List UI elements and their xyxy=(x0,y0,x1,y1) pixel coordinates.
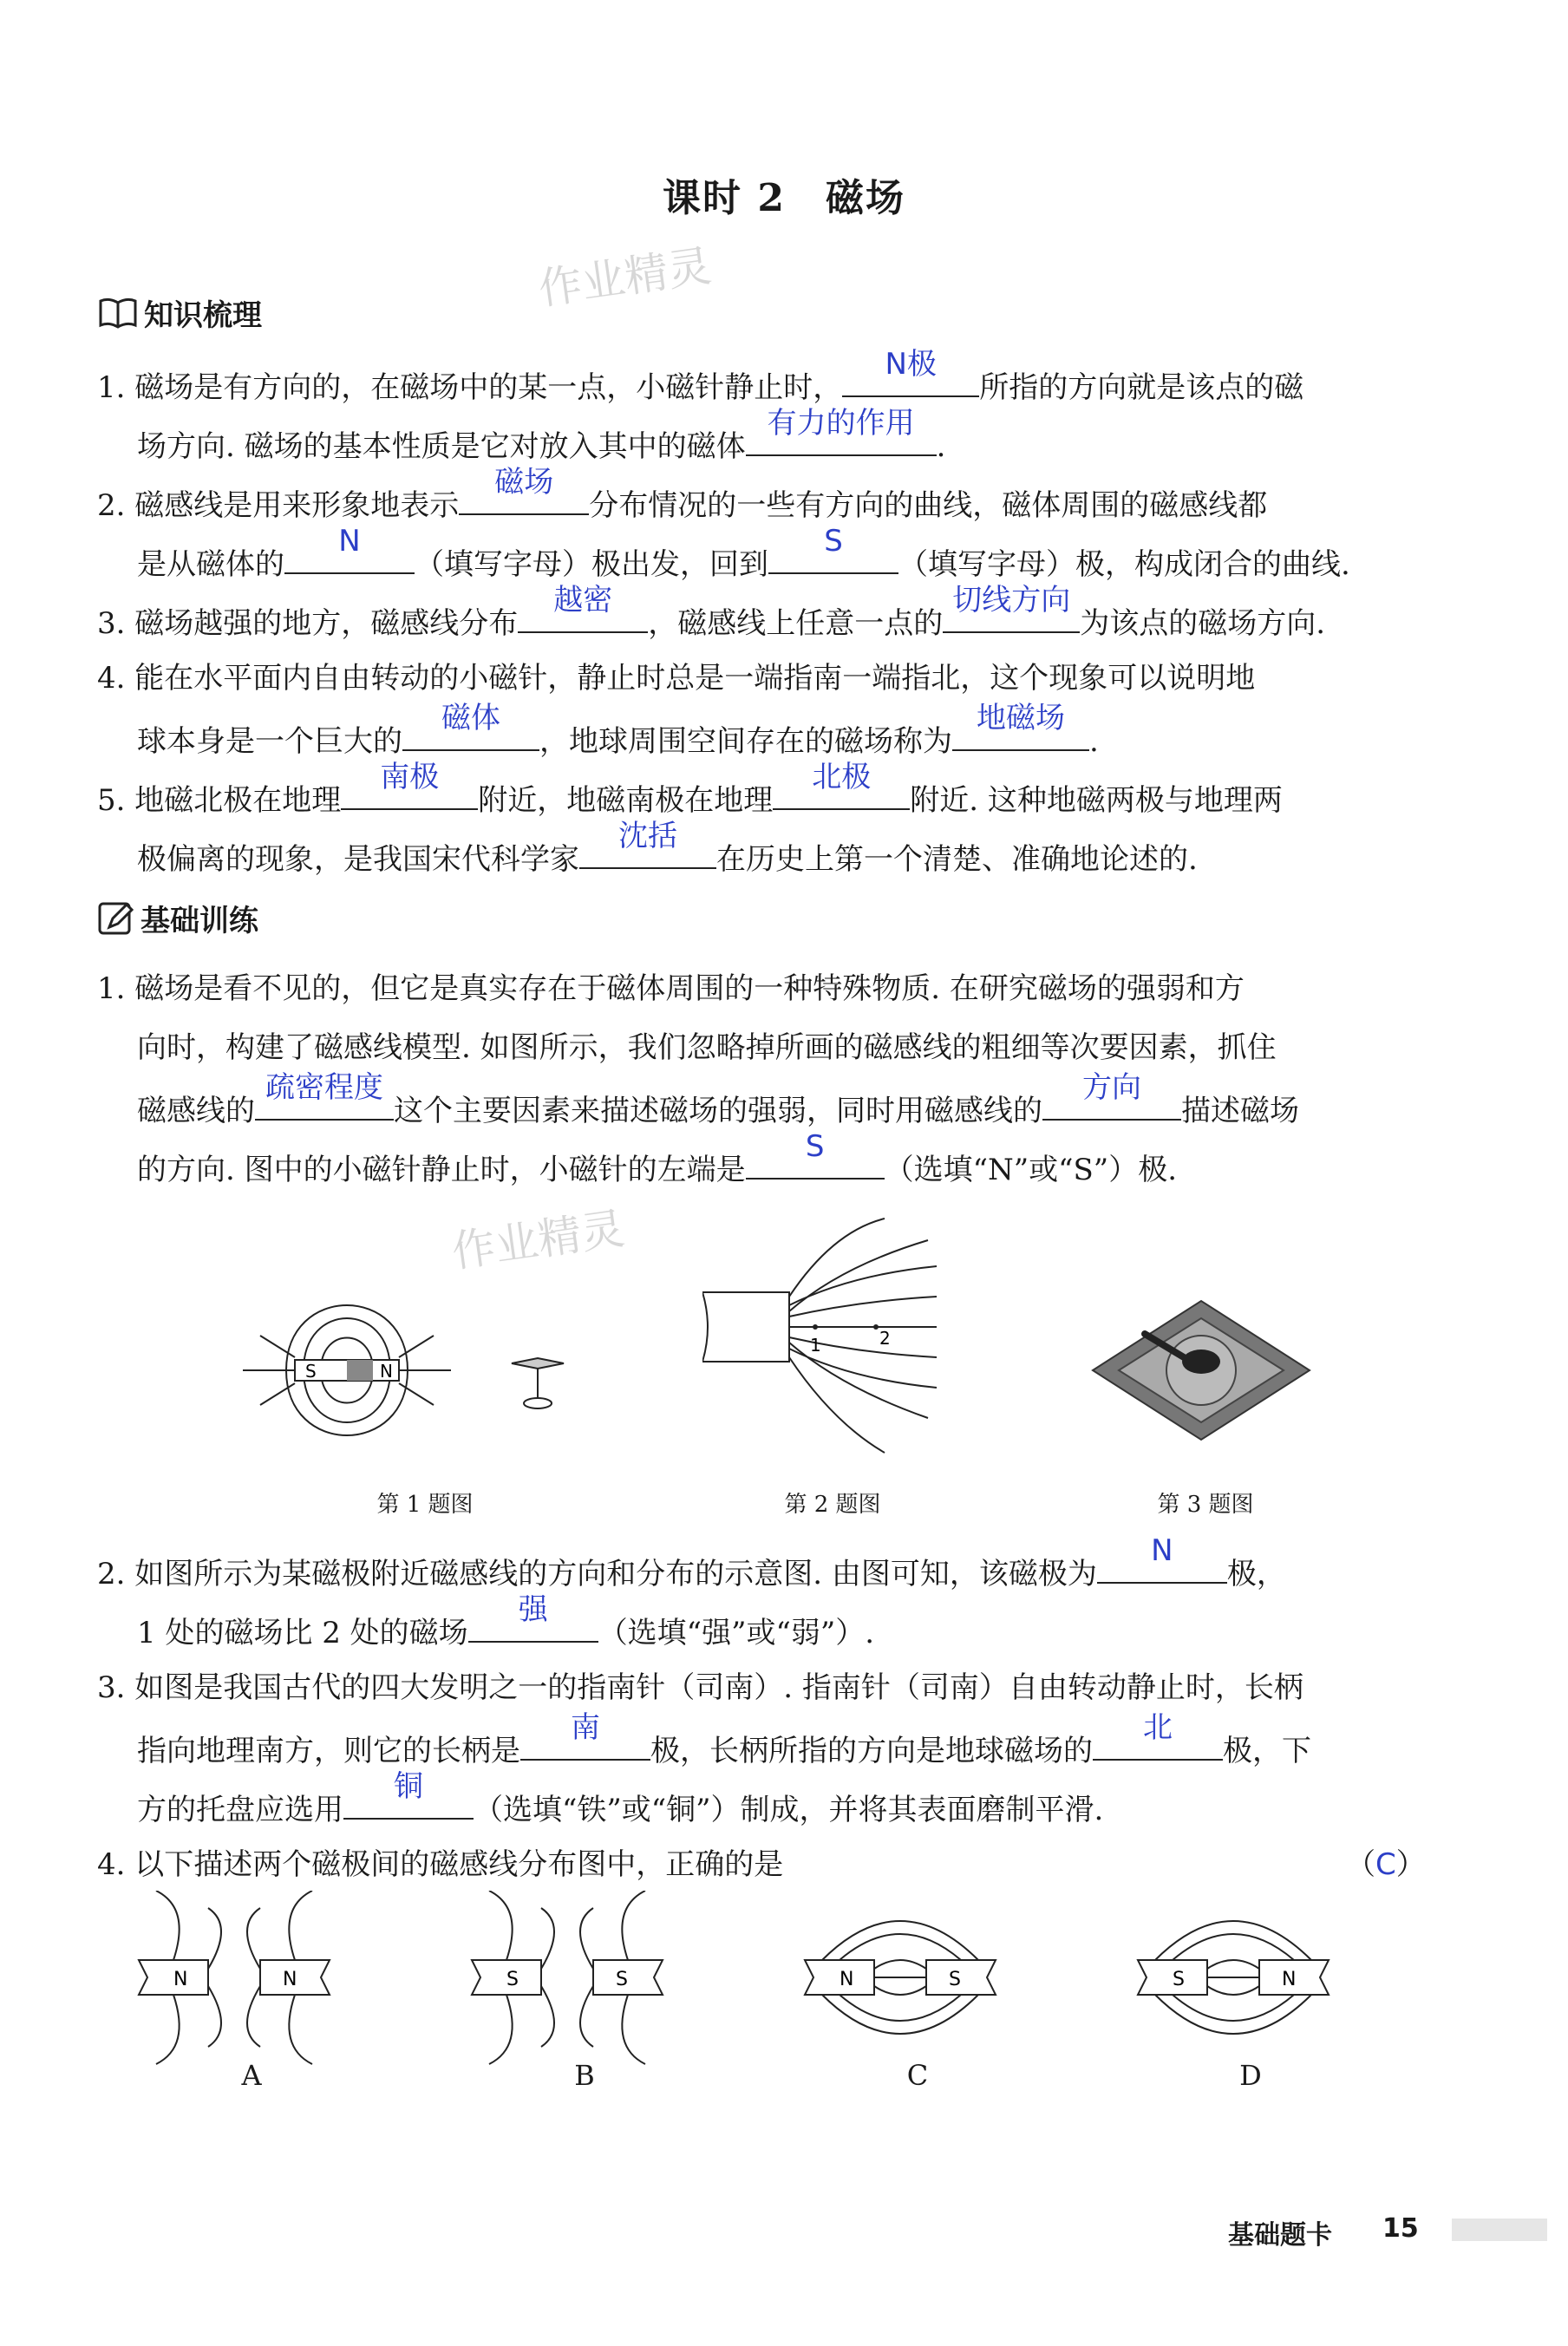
figure-1-bar-magnet xyxy=(234,1284,581,1457)
knowledge-q4-line1: 4. 能在水平面内自由转动的小磁针，静止时总是一端指南一端指北，这个现象可以说明地 xyxy=(97,661,1256,696)
figure-2-caption: 第 2 题图 xyxy=(784,1492,881,1518)
field-line xyxy=(580,1908,593,1969)
footer-label: 基础题卡 xyxy=(1228,2220,1332,2251)
option-d-diagram xyxy=(1138,1921,1329,2034)
watermark: 作业精灵 xyxy=(535,240,715,315)
answer-blank: 越密 xyxy=(518,590,648,633)
magnet-pole-label: S xyxy=(616,1969,628,1990)
option-b-diagram xyxy=(472,1891,663,2064)
section-training xyxy=(97,897,258,939)
page-title: 课时 2 磁场 xyxy=(663,176,905,220)
answer-blank: 沈括 xyxy=(579,826,716,869)
magnet-pole-label: N xyxy=(283,1969,297,1990)
knowledge-q1-line1: 1. 磁场是有方向的，在磁场中的某一点，小磁针静止时， N极 所指的方向就是该点的磁 xyxy=(97,347,1304,405)
field-line xyxy=(622,1995,645,2064)
field-line xyxy=(489,1891,513,1960)
answer-blank: S xyxy=(746,1136,885,1180)
magnet-pole-label: S xyxy=(949,1969,961,1990)
footer-decoration xyxy=(1452,2219,1547,2241)
magnet-pole-label: N xyxy=(173,1969,188,1990)
option-b-label: B xyxy=(574,2059,595,2092)
training-q2-line1: 2. 如图所示为某磁极附近磁感线的方向和分布的示意图. 由图可知，该磁极为 N 极， xyxy=(97,1533,1286,1591)
field-line xyxy=(156,1891,180,1960)
fig1-n-label: N xyxy=(380,1361,393,1382)
field-line xyxy=(622,1891,645,1960)
answer-blank: N xyxy=(1097,1540,1227,1584)
answer-blank: 有力的作用 xyxy=(746,413,937,456)
field-line xyxy=(489,1995,513,2064)
knowledge-q5-line1: 5. 地磁北极在地理 南极 附近，地磁南极在地理 北极 附近. 这种地磁两极与地理两 xyxy=(97,760,1283,818)
option-c-diagram xyxy=(805,1921,996,2034)
answer-blank: 南极 xyxy=(341,767,478,810)
field-line xyxy=(208,1986,221,2047)
knowledge-q3: 3. 磁场越强的地方，磁感线分布 越密 ，磁感线上任意一点的 切线方向 为该点的磁场方向. xyxy=(97,583,1326,641)
answer-blank: 铜 xyxy=(343,1776,474,1820)
answer-blank: 强 xyxy=(468,1599,598,1643)
training-q3-line1: 3. 如图是我国古代的四大发明之一的指南针（司南）. 指南针（司南）自由转动静止时，长柄 xyxy=(97,1670,1303,1705)
figure-3-caption: 第 3 题图 xyxy=(1157,1492,1254,1518)
field-line xyxy=(874,1986,926,1995)
field-line xyxy=(541,1986,554,2047)
section-training-title: 基础训练 xyxy=(140,904,258,938)
field-line xyxy=(840,1934,961,1960)
figure-2-magnetic-pole xyxy=(702,1214,963,1457)
field-line xyxy=(208,1908,221,1969)
training-q3-line2: 指向地理南方，则它的长柄是 南 极，长柄所指的方向是地球磁场的 北 极，下 xyxy=(137,1710,1311,1768)
field-line xyxy=(156,1995,180,2064)
answer-blank: N xyxy=(284,531,415,574)
field-line xyxy=(247,1986,260,2047)
magnet-pole-label: N xyxy=(1282,1969,1297,1990)
field-line xyxy=(840,1995,961,2021)
training-q1-line3: 磁感线的 疏密程度 这个主要因素来描述磁场的强弱，同时用磁感线的 方向 描述磁场 xyxy=(137,1070,1299,1128)
training-q4: 4. 以下描述两个磁极间的磁感线分布图中，正确的是 xyxy=(97,1847,784,1882)
section-knowledge-title: 知识梳理 xyxy=(144,298,262,333)
knowledge-q2-line1: 2. 磁感线是用来形象地表示 磁场 分布情况的一些有方向的曲线，磁体周围的磁感线都 xyxy=(97,465,1268,523)
answer-blank: 磁体 xyxy=(402,708,539,751)
answer-blank: 北 xyxy=(1093,1717,1223,1761)
training-q4-answer: （C） xyxy=(1346,1847,1426,1882)
answer-blank: 方向 xyxy=(1042,1077,1181,1121)
option-c-label: C xyxy=(906,2059,929,2092)
watermark: 作业精灵 xyxy=(448,1203,628,1278)
field-line xyxy=(1173,1934,1294,1960)
knowledge-q5-line2: 极偏离的现象，是我国宋代科学家 沈括 在历史上第一个清楚、准确地论述的. xyxy=(137,819,1198,877)
magnet-pole-label: S xyxy=(1173,1969,1185,1990)
knowledge-q4-line2: 球本身是一个巨大的 磁体 ，地球周围空间存在的磁场称为 地磁场 . xyxy=(137,701,1099,759)
figure-3-sinan-compass xyxy=(1084,1292,1318,1448)
fig2-point-2: 2 xyxy=(879,1328,891,1349)
training-q1-line2: 向时，构建了磁感线模型. 如图所示，我们忽略掉所画的磁感线的粗细等次要因素，抓住 xyxy=(137,1030,1277,1065)
field-line xyxy=(289,1891,312,1960)
field-line xyxy=(1207,1960,1259,1969)
field-line xyxy=(289,1995,312,2064)
field-line xyxy=(541,1908,554,1969)
section-knowledge xyxy=(97,291,262,334)
answer-blank: 磁场 xyxy=(459,472,589,515)
option-a-diagram xyxy=(139,1891,330,2064)
knowledge-q2-line2: 是从磁体的 N （填写字母）极出发，回到 S （填写字母）极，构成闭合的曲线. xyxy=(137,524,1350,582)
figure-1-caption: 第 1 题图 xyxy=(376,1492,474,1518)
answer-blank: 南 xyxy=(520,1717,650,1761)
magnet-pole-label: N xyxy=(840,1969,854,1990)
book-icon xyxy=(97,296,139,330)
answer-blank: 北极 xyxy=(773,767,910,810)
magnet-pole-label: S xyxy=(506,1969,519,1990)
answer-blank: S xyxy=(768,531,898,574)
knowledge-q1-line2: 场方向. 磁场的基本性质是它对放入其中的磁体 有力的作用 . xyxy=(137,406,946,464)
field-line xyxy=(1173,1995,1294,2021)
field-line xyxy=(1207,1986,1259,1995)
training-q1-line1: 1. 磁场是看不见的，但它是真实存在于磁体周围的一种特殊物质. 在研究磁场的强弱和方 xyxy=(97,971,1245,1006)
field-line xyxy=(247,1908,260,1969)
option-d-label: D xyxy=(1239,2059,1262,2092)
training-q2-line2: 1 处的磁场比 2 处的磁场 强 （选填“强”或“弱”）. xyxy=(137,1592,875,1650)
page-number: 15 xyxy=(1382,2213,1419,2244)
pencil-icon xyxy=(97,901,135,936)
option-a-label: A xyxy=(241,2059,262,2092)
answer-blank: 地磁场 xyxy=(952,708,1089,751)
fig2-point-1: 1 xyxy=(810,1335,821,1356)
answer-blank: 切线方向 xyxy=(943,590,1080,633)
answer-blank: N极 xyxy=(842,354,979,397)
field-line xyxy=(874,1960,926,1969)
training-q1-line4: 的方向. 图中的小磁针静止时，小磁针的左端是 S （选填“N”或“S”）极. xyxy=(137,1129,1178,1187)
answer-blank: 疏密程度 xyxy=(255,1077,394,1121)
field-line xyxy=(580,1986,593,2047)
fig1-s-label: S xyxy=(305,1361,317,1382)
training-q3-line3: 方的托盘应选用 铜 （选填“铁”或“铜”）制成，并将其表面磨制平滑. xyxy=(137,1769,1104,1827)
